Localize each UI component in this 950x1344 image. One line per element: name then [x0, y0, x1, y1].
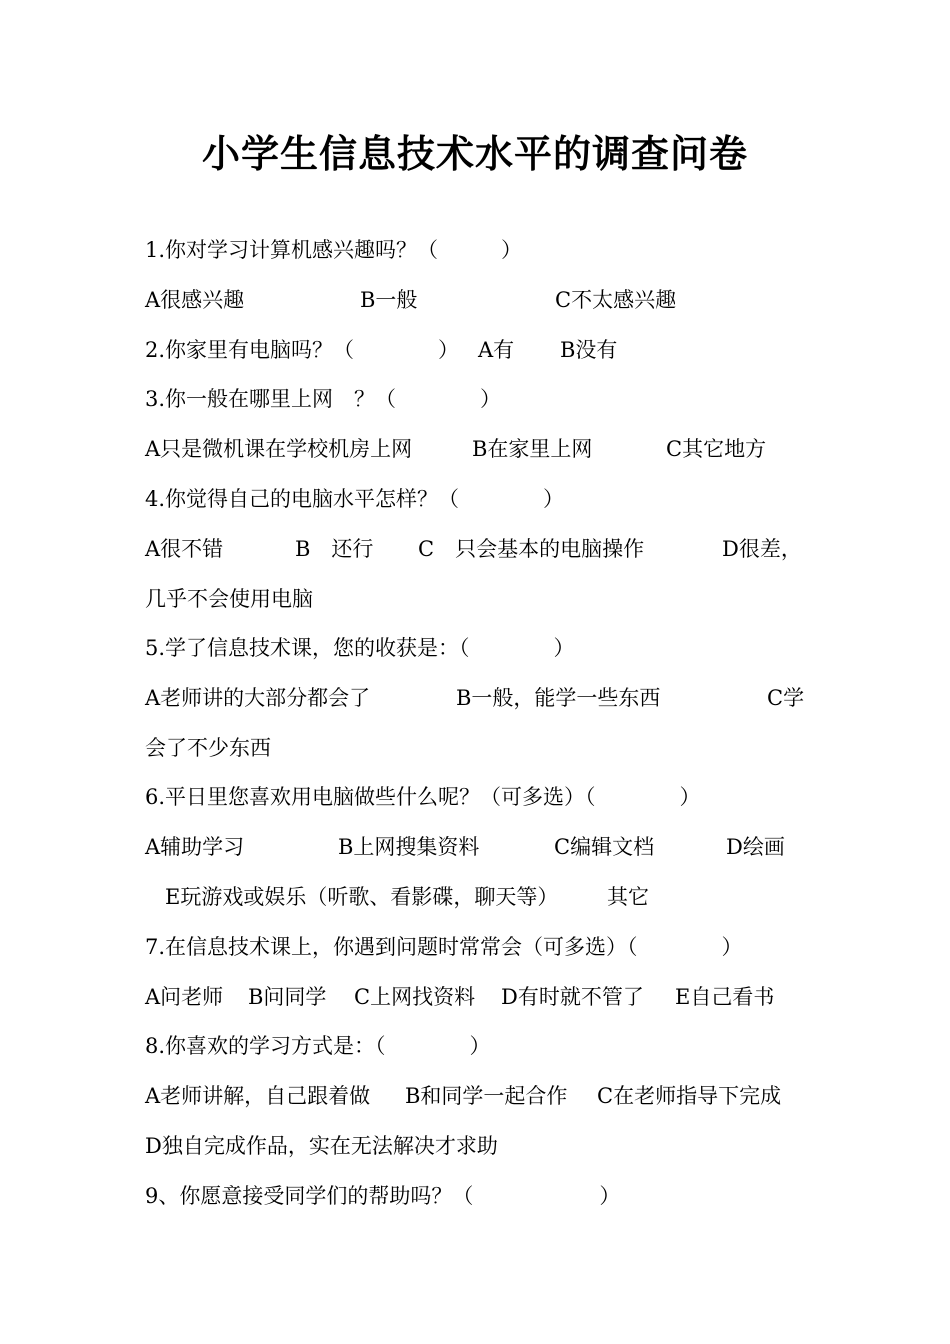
q4-option-d: D很差， [722, 537, 802, 561]
question-6: 6.平日里您喜欢用电脑做些什么呢？（可多选）（ ） [145, 785, 701, 809]
q1-option-a: A很感兴趣 [145, 288, 245, 312]
q6-option-b: B上网搜集资料 [338, 835, 480, 859]
q7-option-b: B问同学 [248, 985, 327, 1009]
q1-option-b: B一般 [360, 288, 418, 312]
q5-option-a: A老师讲的大部分都会了 [145, 686, 371, 710]
question-9: 9、你愿意接受同学们的帮助吗？（ ） [145, 1184, 621, 1208]
q8-option-d: D独自完成作品，实在无法解决才求助 [145, 1134, 498, 1158]
question-7: 7.在信息技术课上，你遇到问题时常常会（可多选）（ ） [145, 935, 743, 959]
question-5: 5.学了信息技术课，您的收获是：（ ） [145, 636, 575, 660]
q5-option-c-continued: 会了不少东西 [145, 736, 271, 760]
q5-option-c: C学 [767, 686, 805, 710]
q6-option-e: E玩游戏或娱乐（听歌、看影碟，聊天等） [165, 885, 559, 909]
q6-option-c: C编辑文档 [554, 835, 655, 859]
q4-option-a: A很不错 [145, 537, 224, 561]
question-6-options [145, 830, 785, 864]
q6-option-d: D绘画 [726, 835, 785, 859]
q2-option-b: B没有 [560, 338, 618, 362]
question-4-options [145, 532, 802, 566]
page-title: 小学生信息技术水平的调查问卷 [201, 131, 748, 176]
q5-option-b: B一般，能学一些东西 [456, 686, 661, 710]
question-7-options [145, 980, 775, 1014]
question-5-options [145, 681, 805, 715]
q7-option-d: D有时就不管了 [501, 985, 644, 1009]
q8-option-c: C在老师指导下完成 [597, 1084, 782, 1108]
question-1: 1.你对学习计算机感兴趣吗？（ ） [145, 238, 523, 262]
q6-option-a: A辅助学习 [145, 835, 245, 859]
q1-option-c: C不太感兴趣 [555, 288, 677, 312]
question-4: 4.你觉得自己的电脑水平怎样？（ ） [145, 487, 565, 511]
q7-option-e: E自己看书 [675, 985, 775, 1009]
question-3-options [145, 432, 767, 466]
question-8: 8.你喜欢的学习方式是：（ ） [145, 1034, 491, 1058]
q7-option-a: A问老师 [145, 985, 224, 1009]
q4-option-d-continued: 几乎不会使用电脑 [145, 587, 313, 611]
q8-option-b: B和同学一起合作 [405, 1084, 568, 1108]
q3-option-c: C其它地方 [666, 437, 767, 461]
q3-option-b: B在家里上网 [472, 437, 593, 461]
question-1-options [145, 283, 677, 317]
q2-text: 2.你家里有电脑吗？（ ） [145, 338, 460, 362]
question-8-options [145, 1079, 782, 1113]
q6-option-other: 其它 [607, 885, 649, 909]
question-6-options-continued [145, 880, 649, 914]
q3-option-a: A只是微机课在学校机房上网 [145, 437, 413, 461]
q4-option-c: C 只会基本的电脑操作 [418, 537, 645, 561]
q4-option-b: B 还行 [295, 537, 374, 561]
q8-option-a: A老师讲解，自己跟着做 [145, 1084, 371, 1108]
q2-option-a: A有 [478, 338, 515, 362]
q7-option-c: C上网找资料 [354, 985, 476, 1009]
question-3: 3.你一般在哪里上网 ？（ ） [145, 387, 502, 411]
question-2 [145, 333, 825, 367]
